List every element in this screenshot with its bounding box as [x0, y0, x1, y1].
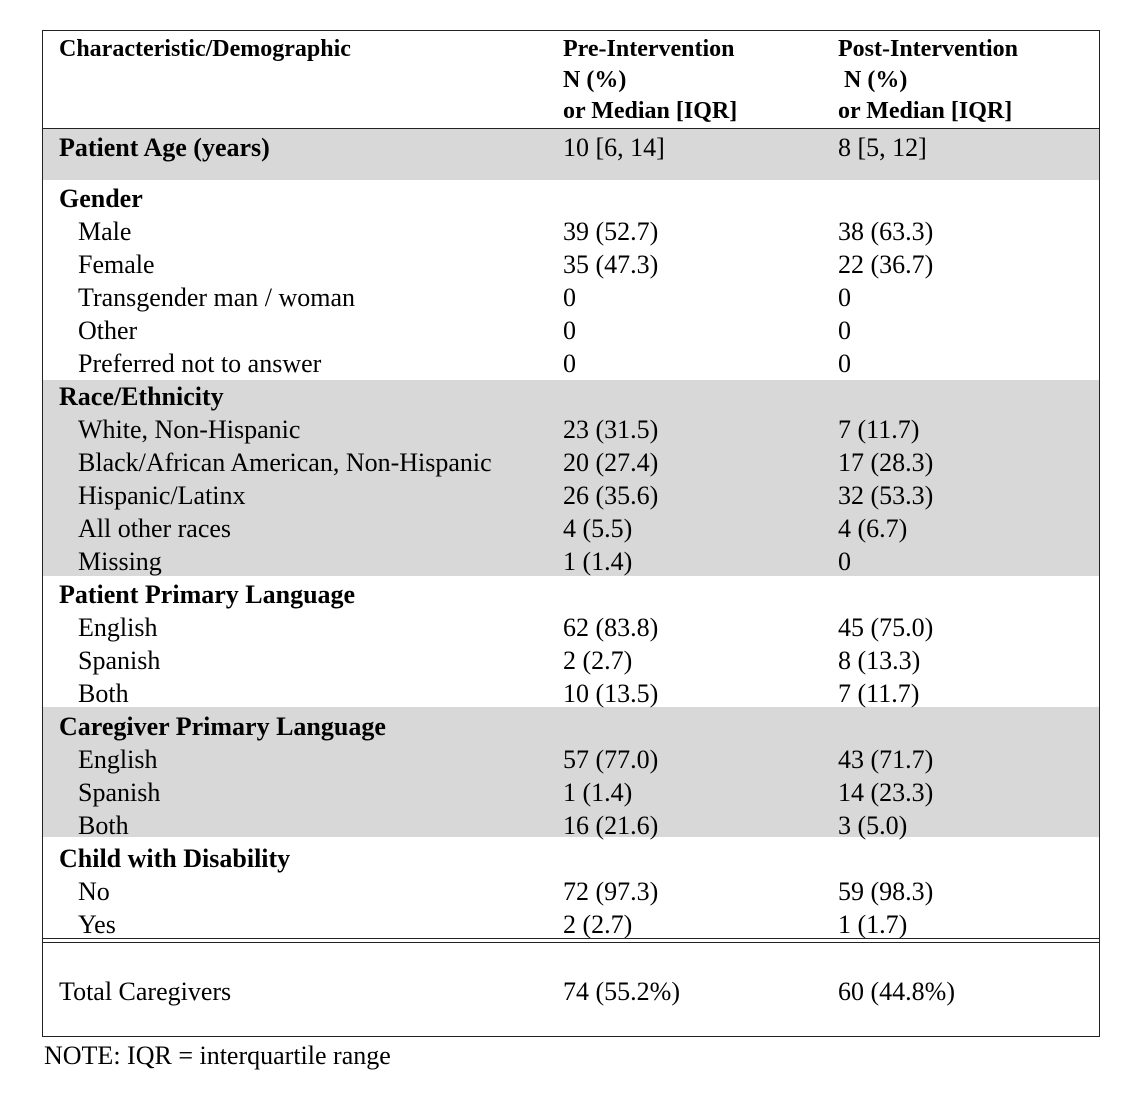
header-post-intervention: Post-Intervention N (%) or Median [IQR] — [838, 36, 1018, 124]
table-row: Both 10 (13.5) 7 (11.7) — [78, 679, 920, 708]
table-row: Spanish 2 (2.7) 8 (13.3) — [78, 646, 921, 675]
table-row: Black/African American, Non-Hispanic 20 (27.4) 17 (28.3) — [78, 448, 934, 477]
table-row: English 57 (77.0) 43 (71.7) — [78, 745, 934, 774]
table-header — [43, 31, 1099, 129]
table-row: Spanish 1 (1.4) 14 (23.3) — [78, 778, 934, 807]
table-row: All other races 4 (5.5) 4 (6.7) — [78, 514, 908, 543]
category-row-patient-language: Patient Primary Language — [59, 580, 356, 609]
table-row: Transgender man / woman 0 0 — [78, 283, 851, 312]
table-note: NOTE: IQR = interquartile range — [44, 1041, 391, 1070]
category-row-gender: Gender — [59, 184, 143, 213]
double-rule-divider — [43, 938, 1099, 943]
table-row: Patient Age (years) 10 [6, 14] 8 [5, 12] — [59, 133, 927, 162]
table-row: Other 0 0 — [78, 316, 851, 345]
demographics-table — [42, 30, 1100, 1037]
header-characteristic: Characteristic/Demographic — [59, 36, 351, 62]
total-caregivers-row: Total Caregivers 74 (55.2%) 60 (44.8%) — [59, 977, 955, 1006]
table-row: Both 16 (21.6) 3 (5.0) — [78, 811, 908, 840]
table-row: English 62 (83.8) 45 (75.0) — [78, 613, 934, 642]
table-row: No 72 (97.3) 59 (98.3) — [78, 877, 934, 906]
header-pre-intervention: Pre-Intervention N (%) or Median [IQR] — [563, 36, 738, 124]
category-row-disability: Child with Disability — [59, 844, 291, 873]
category-row-caregiver-language: Caregiver Primary Language — [59, 712, 386, 741]
table-row: White, Non-Hispanic 23 (31.5) 7 (11.7) — [78, 415, 920, 444]
table-row: Male 39 (52.7) 38 (63.3) — [78, 217, 934, 246]
table-row: Missing 1 (1.4) 0 — [78, 547, 851, 576]
table-row: Yes 2 (2.7) 1 (1.7) — [78, 910, 908, 939]
category-row-race: Race/Ethnicity — [59, 382, 224, 411]
table-row: Female 35 (47.3) 22 (36.7) — [78, 250, 934, 279]
table-row: Hispanic/Latinx 26 (35.6) 32 (53.3) — [78, 481, 934, 510]
table-row: Preferred not to answer 0 0 — [78, 349, 851, 378]
